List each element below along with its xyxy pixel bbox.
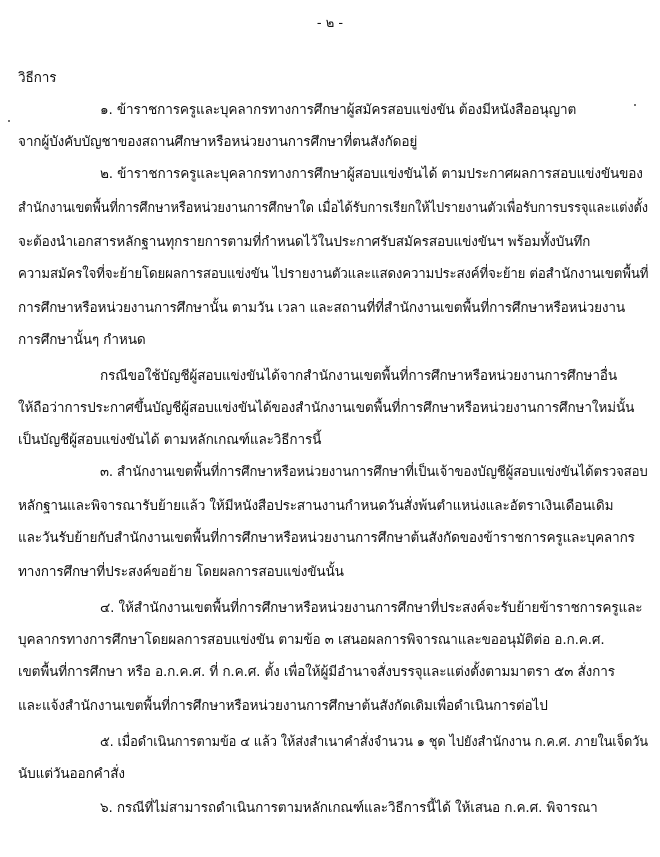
paragraph-4-line-4: และแจ้งสำนักงานเขตพื้นที่การศึกษาหรือหน่วยงานการศึกษาต้นสังกัดเดิมเพื่อดำเนินการต่อไป [18,698,548,714]
paragraph-4-line-2: บุคลากรทางการศึกษาโดยผลการสอบแข่งขัน ตามข้อ ๓ เสนอผลการพิจารณาและขออนุมัติต่อ อ.ก.ค.ศ. [18,632,605,648]
paragraph-3-line-1: ๓. สำนักงานเขตพื้นที่การศึกษาหรือหน่วยงานการศึกษาที่เป็นเจ้าของบัญชีผู้สอบแข่งขันได้ตรวจสอบ [100,464,648,480]
paragraph-1-line-1: ๑. ข้าราชการครูและบุคลากรทางการศึกษาผู้สมัครสอบแข่งขัน ต้องมีหนังสืออนุญาต [100,102,577,118]
section-heading: วิธีการ [18,70,57,86]
paragraph-2-line-3: จะต้องนำเอกสารหลักฐานทุกรายการตามที่กำหนดไว้ในประกาศรับสมัครสอบแข่งขันฯ พร้อมทั้งบันทึก [18,234,591,250]
scan-speck [634,104,636,106]
paragraph-4-line-1: ๔. ให้สำนักงานเขตพื้นที่การศึกษาหรือหน่วยงานการศึกษาที่ประสงค์จะรับย้ายข้าราชการครูและ [100,600,643,616]
paragraph-2b-line-2: ให้ถือว่าการประกาศขึ้นบัญชีผู้สอบแข่งขันได้ของสำนักงานเขตพื้นที่การศึกษาหรือหน่วยงานการศึกษาใหม่นั้น [18,400,635,416]
paragraph-3-line-4: ทางการศึกษาที่ประสงค์ขอย้าย โดยผลการสอบแข่งขันนั้น [18,564,344,580]
paragraph-5-line-2: นับแต่วันออกคำสั่ง [18,766,125,782]
paragraph-2-line-1: ๒. ข้าราชการครูและบุคลากรทางการศึกษาผู้สอบแข่งขันได้ ตามประกาศผลการสอบแข่งขันของ [100,166,643,182]
paragraph-2-line-2: สำนักงานเขตพื้นที่การศึกษาหรือหน่วยงานการศึกษาใด เมื่อได้รับการเรียกให้ไปรายงานตัวเพื่อรับการบรรจุและแต่งตั้ง [18,200,648,216]
paragraph-3-line-2: หลักฐานและพิจารณารับย้ายแล้ว ให้มีหนังสือประสานงานกำหนดวันสั่งพ้นตำแหน่งและอัตราเงินเดือนเดิม [18,498,614,514]
paragraph-2-line-5: การศึกษาหรือหน่วยงานการศึกษานั้น ตามวัน เวลา และสถานที่ที่สำนักงานเขตพื้นที่การศึกษาหรือหน่วยงาน [18,300,626,316]
paragraph-6-line-1: ๖. กรณีที่ไม่สามารถดำเนินการตามหลักเกณฑ์และวิธีการนี้ได้ ให้เสนอ ก.ค.ศ. พิจารณา [100,800,598,816]
paragraph-5-line-1: ๕. เมื่อดำเนินการตามข้อ ๔ แล้ว ให้ส่งสำเนาคำสั่งจำนวน ๑ ชุด ไปยังสำนักงาน ก.ค.ศ. ภายในเจ็ดวัน [100,734,648,750]
paragraph-2b-line-3: เป็นบัญชีผู้สอบแข่งขันได้ ตามหลักเกณฑ์และวิธีการนี้ [18,432,322,448]
paragraph-2b-line-1: กรณีขอใช้บัญชีผู้สอบแข่งขันได้จากสำนักงานเขตพื้นที่การศึกษาหรือหน่วยงานการศึกษาอื่น [100,368,617,384]
paragraph-2-line-6: การศึกษานั้นๆ กำหนด [18,332,146,348]
paragraph-4-line-3: เขตพื้นที่การศึกษา หรือ อ.ก.ค.ศ. ที่ ก.ค.ศ. ตั้ง เพื่อให้ผู้มีอำนาจสั่งบรรจุและแต่งตั้งตามมาตรา ๕๓ สั่งการ [18,664,615,680]
page-number: - ๒ - [316,16,344,31]
paragraph-3-line-3: และวันรับย้ายกับสำนักงานเขตพื้นที่การศึกษาหรือหน่วยงานการศึกษาต้นสังกัดของข้าราชการครูและบุคลากร [18,530,635,546]
paragraph-2-line-4: ความสมัครใจที่จะย้ายโดยผลการสอบแข่งขัน ไปรายงานตัวและแสดงความประสงค์ที่จะย้าย ต่อสำนักงานเขตพื้นที่ [18,266,649,282]
scan-speck [8,120,10,122]
paragraph-1-line-2: จากผู้บังคับบัญชาของสถานศึกษาหรือหน่วยงานการศึกษาที่ตนสังกัดอยู่ [18,134,418,150]
